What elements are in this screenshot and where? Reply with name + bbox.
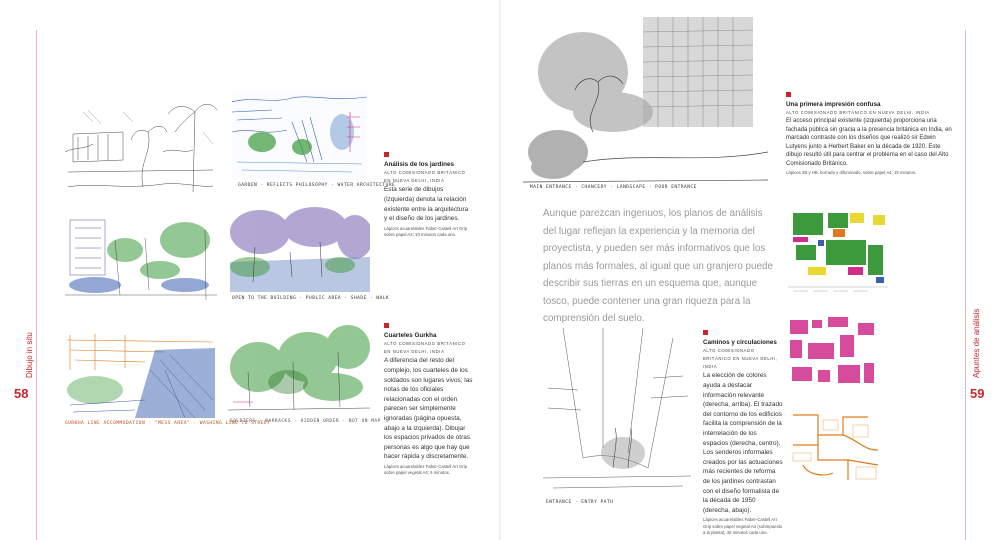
running-head-left: Dibujo in situ bbox=[25, 332, 34, 378]
caption-title: Cuarteles Gurkha bbox=[384, 332, 437, 339]
caption-body: A diferencia del resto del complejo, los cuarteles de los soldados son lugares vivos; las notas de los oficiales relacionadas con el orden parecen ser simplemente ignoradas (página opuesta, abajo a la izquierda). Dibujar los espacios privados de otras personas es algo que hay que hacer rápida y discretamente. bbox=[384, 357, 473, 461]
caption-title: Análisis de los jardines bbox=[384, 161, 454, 168]
handwritten-note-2: OPEN TO THE BUILDING · PUBLIC AREA · SHADE · WALK bbox=[232, 296, 390, 301]
caption-marker bbox=[786, 92, 791, 97]
building-trees-sketch bbox=[65, 210, 217, 305]
gurkha-lines-sketch bbox=[65, 330, 215, 418]
handwritten-note-6: ENTRANCE · ENTRY PATH bbox=[546, 500, 614, 505]
left-margin-rule bbox=[36, 30, 37, 540]
caption-marker bbox=[384, 323, 389, 328]
caption-marker bbox=[384, 152, 389, 157]
caption-gurkha-barracks bbox=[384, 323, 474, 477]
circulation-perspective-sketch bbox=[543, 328, 691, 500]
caption-first-impression bbox=[786, 92, 956, 177]
folio-right: 59 bbox=[970, 386, 985, 401]
right-margin-rule bbox=[965, 30, 966, 540]
handwritten-note-1: GARDEN · REFLECTS PHILOSOPHY · WATER ARCHITECTURE bbox=[238, 183, 396, 188]
garden-blue-sketch bbox=[232, 92, 367, 180]
pull-quote: Aunque parezcan ingenuos, los planos de análisis del lugar reflejan la experiencia y la memoria del proyectista, y pueden ser más informativos que los planos más formales, al igual que un granjero puede describir sus tierras en un esquema que, aunque tosco, puede contener una gran riqueza para la comprensión del suelo. bbox=[543, 208, 774, 324]
caption-marker bbox=[703, 330, 708, 335]
caption-subtitle: ALTO COMISIONADO BRITÁNICO EN NUEVA DELHI, INDIA bbox=[384, 341, 466, 355]
building-outline-plan bbox=[788, 315, 878, 391]
caption-subtitle: ALTO COMISIONADO BRITÁNICO EN NUEVA DELHI, INDIA bbox=[384, 170, 466, 184]
paths-plan bbox=[788, 405, 888, 487]
caption-subtitle: ALTO COMISIONADO BRITÁNICO EN NUEVA DELHI, INDIA bbox=[786, 110, 930, 116]
running-head-right: Apuntes de análisis bbox=[972, 308, 981, 378]
caption-technique: Lápices acuarelables Faber-Castell Art Grip sobre papel vegetal A3 (sobrepuesto a la planta); 40 minutos cada uno. bbox=[703, 517, 783, 536]
caption-title: Una primera impresión confusa bbox=[786, 101, 881, 108]
caption-subtitle: ALTO COMISIONADO BRITÁNICO EN NUEVA DELHI, INDIA bbox=[703, 348, 778, 370]
green-trees-sketch bbox=[228, 322, 370, 417]
caption-body: Esta serie de dibujos (izquierda) denota la relación existente entre la arquitectura y el diseño de los jardines. bbox=[384, 186, 469, 223]
folio-left: 58 bbox=[14, 386, 29, 401]
book-gutter bbox=[499, 0, 501, 540]
caption-technique: Lápices acuarelables Faber-Castell Art Grip sobre papel A4; 10 minutos cada uno. bbox=[384, 225, 468, 238]
garden-pencil-sketch bbox=[63, 92, 218, 202]
entrance-pencil-sketch bbox=[523, 12, 768, 190]
colored-site-plan bbox=[788, 205, 888, 300]
caption-title: Caminos y circulaciones bbox=[703, 339, 777, 346]
caption-technique: Lápices 2B y HB, borrado y difuminado, sobre papel A4; 15 minutos. bbox=[786, 170, 917, 176]
handwritten-note-3: GURKHA LINE ACCOMMODATION · "MESS AREA" · WASHING LINE TO STREET bbox=[65, 421, 271, 426]
purple-trees-sketch bbox=[230, 207, 370, 292]
caption-body: El acceso principal existente (izquierda) proporciona una fachada pública sin gracia a la presencia británica en India, en marcado contraste con los diseños que realizó sir Edwin Lutyens junto a Herbert Baker en la década de 1920. Este dibujo resultó útil para centrar el problema en el caso del Alto Comisionado Británico. bbox=[786, 118, 952, 167]
caption-garden-analysis bbox=[384, 152, 472, 239]
caption-paths-circulation bbox=[703, 330, 783, 537]
handwritten-note-5: MAIN ENTRANCE · CHANCERY · LANDSCAPE · POOR ENTRANCE bbox=[530, 185, 697, 190]
caption-body: La elección de colores ayuda a destacar información relevante (derecha, arriba). El trazado del contorno de los edificios facilita la comprensión de la interrelación de los espacios (derecha, centro). Los senderos informales creados por las actuaciones más recientes de reforma de los jardines contrastan con el diseño formalista de la década de 1950 (derecha, abajo). bbox=[703, 372, 783, 514]
caption-technique: Lápices acuarelables Faber-Castell Art Grip sobre papel vegetal A4; 5 minutos. bbox=[384, 463, 468, 476]
handwritten-note-4: SOLDIERS · BARRACKS · HIDDEN ORDER · NOT ON MAP bbox=[230, 419, 381, 424]
